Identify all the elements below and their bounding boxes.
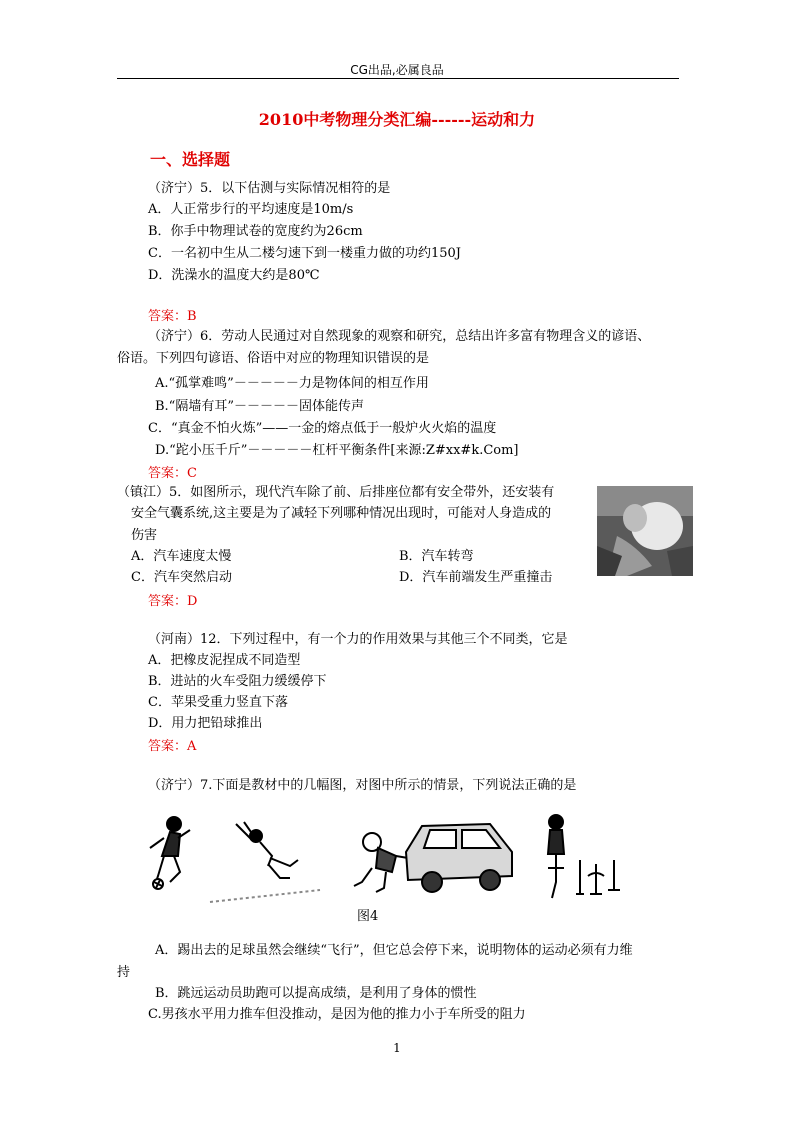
q3-stem-line2: 安全气囊系统,这主要是为了减轻下列哪种情况出现时，可能对人身造成的 (131, 506, 552, 521)
airbag-photo-graphic (597, 486, 693, 576)
q2-option-a: A.“孤掌难鸣”－－－－－力是物体间的相互作用 (155, 376, 429, 391)
q4-option-d: D．用力把铅球推出 (148, 716, 263, 731)
soccer-player-sketch (150, 817, 190, 889)
q2-stem-line1: （济宁）6．劳动人民通过对自然现象的观察和研究，总结出许多富有物理含义的谚语、 (148, 329, 651, 344)
q1-option-c: C．一名初中生从二楼匀速下到一楼重力做的功约150J (148, 246, 461, 261)
q4-option-b: B．进站的火车受阻力缓缓停下 (148, 674, 327, 689)
q4-option-c: C．苹果受重力竖直下落 (148, 695, 288, 710)
pogo-child-sketch (548, 815, 620, 898)
figure-4-illustrations (140, 812, 640, 904)
q3-stem-line3: 伤害 (131, 528, 158, 543)
q3-stem-line1: （镇江）5．如图所示，现代汽车除了前、后排座位都有安全带外，还安装有 (117, 485, 555, 500)
q4-answer: 答案：A (148, 739, 197, 754)
page-number: 1 (393, 1041, 401, 1055)
boy-pushing-car-sketch (354, 824, 512, 892)
header-rule (117, 78, 679, 79)
q3-option-c: C．汽车突然启动 (131, 570, 232, 585)
figure-4-caption: 图4 (357, 909, 379, 924)
q2-answer: 答案：C (148, 466, 197, 481)
q3-option-a: A．汽车速度太慢 (131, 549, 232, 564)
q3-answer: 答案：D (148, 594, 198, 609)
q2-option-c: C．“真金不怕火炼”——一金的熔点低于一般炉火火焰的温度 (148, 421, 497, 436)
q4-option-a: A．把橡皮泥捏成不同造型 (148, 653, 301, 668)
q1-option-a: A．人正常步行的平均速度是10m/s (148, 202, 354, 217)
q1-stem: （济宁）5．以下估测与实际情况相符的是 (148, 181, 391, 196)
q1-option-d: D．洗澡水的温度大约是80℃ (148, 268, 320, 283)
q1-answer: 答案：B (148, 309, 197, 324)
q5-option-b: B．跳远运动员助跑可以提高成绩，是利用了身体的惯性 (155, 986, 477, 1001)
q1-option-b: B．你手中物理试卷的宽度约为26cm (148, 224, 363, 239)
q5-stem: （济宁）7.下面是教材中的几幅图，对图中所示的情景，下列说法正确的是 (148, 778, 577, 793)
section-heading: 一、选择题 (150, 150, 231, 169)
q2-option-b: B.“隔墙有耳”－－－－－固体能传声 (155, 399, 364, 414)
q3-option-b: B．汽车转弯 (399, 549, 474, 564)
airbag-photo (597, 486, 693, 576)
page-header: CG出品,必属良品 (350, 63, 444, 77)
q2-option-d: D.“跎小压千斤”－－－－－杠杆平衡条件[来源:Z#xx#k.Com] (155, 443, 519, 458)
q4-stem: （河南）12．下列过程中，有一个力的作用效果与其他三个不同类，它是 (148, 632, 568, 647)
q5-option-a-line2: 持 (117, 965, 131, 980)
q2-stem-line2: 俗语。下列四句谚语、俗语中对应的物理知识错误的是 (117, 351, 430, 366)
q3-option-d: D．汽车前端发生严重撞击 (399, 570, 553, 585)
q5-option-a-line1: A．踢出去的足球虽然会继续“飞行”，但它总会停下来，说明物体的运动必须有力维 (155, 943, 633, 958)
document-title: 2010中考物理分类汇编------运动和力 (258, 110, 536, 129)
long-jumper-sketch (210, 822, 320, 902)
q5-option-c: C.男孩水平用力推车但没推动，是因为他的推力小于车所受的阻力 (148, 1007, 526, 1022)
